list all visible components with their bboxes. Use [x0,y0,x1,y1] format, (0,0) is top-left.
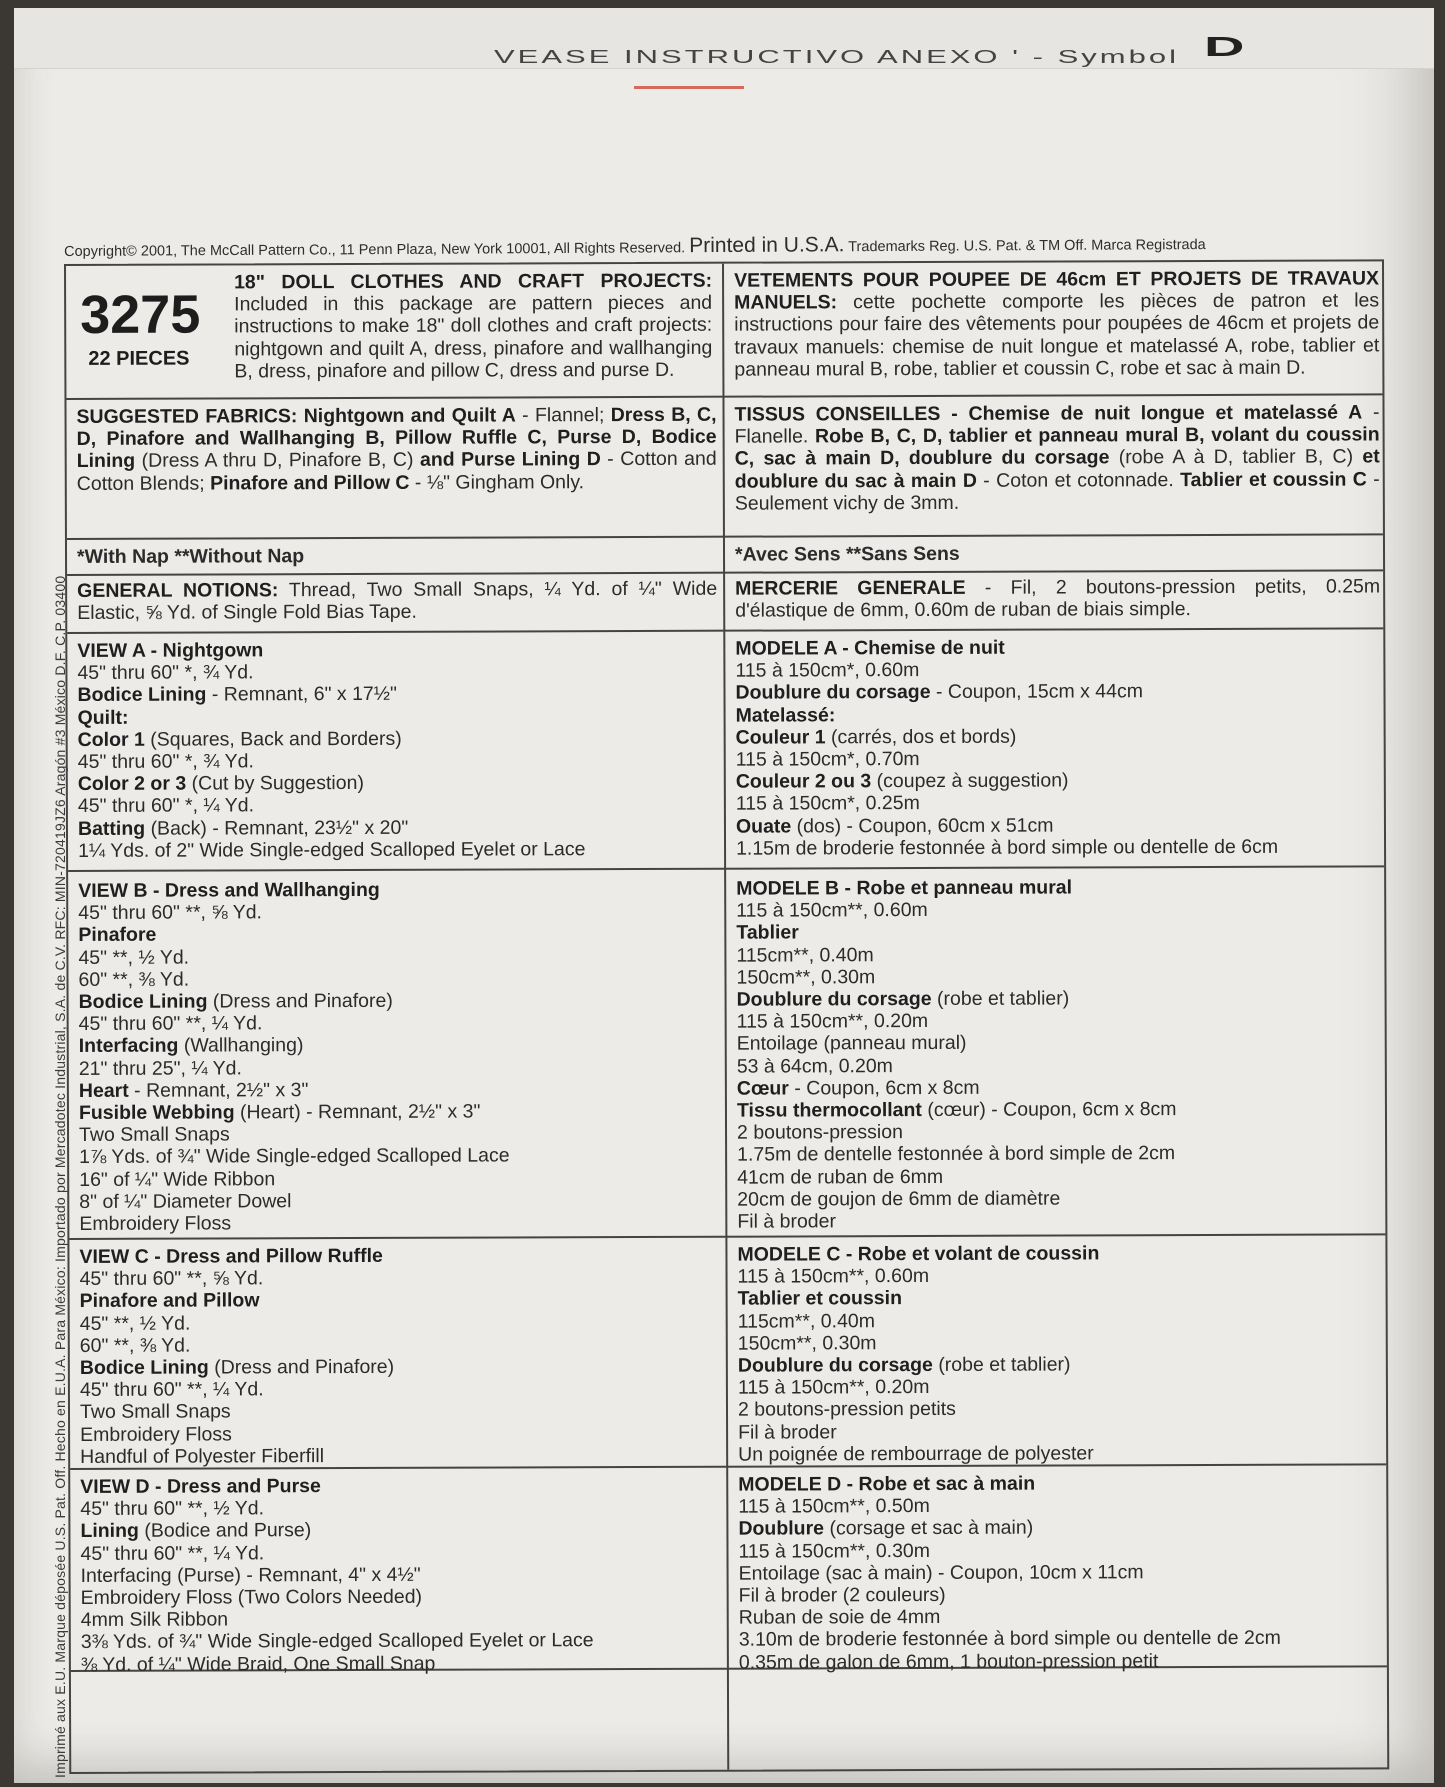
requirement-bold: Pinafore [78,924,157,947]
requirement-line [738,1441,1383,1465]
requirement-line [739,1560,1384,1584]
requirement-line [736,813,1381,837]
fabrics-fr-bold-1: TISSUS CONSEILLES - Chemise de nuit longue et matelassé A [734,401,1363,426]
pattern-title-en: 18" DOLL CLOTHES AND CRAFT PROJECTS: [234,269,713,294]
requirement-text: 1.15m de broderie festonnée à bord simple ou dentelle de 6cm [736,835,1279,860]
requirement-line [736,769,1381,793]
requirement-line [738,1330,1383,1354]
requirement-text: 45" thru 60" **, ¼ Yd. [79,1378,264,1402]
view-b-en [78,878,719,1235]
requirement-line [737,1208,1382,1232]
requirement-line [738,1375,1383,1399]
requirement-line [78,944,718,968]
fabrics-en-bold-1: Nightgown and Quilt A [303,404,516,428]
requirement-line [737,1075,1382,1099]
requirement-text: 16" of ¼" Wide Ribbon [79,1167,276,1191]
requirement-bold: Doublure du corsage [737,1353,933,1377]
requirement-line [735,658,1380,682]
requirement-text: (Dress and Pinafore) [207,989,393,1013]
general-notions-fr [735,575,1380,622]
requirement-line [77,638,717,662]
pattern-desc-en: Included in this package are pattern pieces and instructions to make 18" doll clothes and craft projects: nightgown and quilt A, dress, pinafore and wallhanging B, dress, pinafore and pillow C, dress and purse D. [234,291,713,383]
fabrics-en-bold-4: Pinafore and Pillow C [210,471,410,495]
requirement-line [737,986,1382,1010]
requirement-bold: Pinafore and Pillow [79,1289,260,1313]
fabrics-en-text-2: (Dress A thru D, Pinafore B, C) [135,449,420,473]
view-a-en [77,638,718,862]
pattern-title-fr: VETEMENTS POUR POUPEE DE 46cm ET PROJETS DE TRAVAUX MANUELS: [734,267,1380,314]
requirement-line [80,1518,720,1542]
notions-text-en: Thread, Two Small Snaps, ¼ Yd. of ¼" Wide Elastic, ⅝ Yd. of Single Fold Bias Tape. [77,577,718,625]
requirement-line [77,660,717,684]
requirement-line [80,1355,720,1379]
requirement-bold: Doublure du corsage [735,681,931,705]
requirement-line [80,1288,720,1312]
requirement-bold: VIEW A - Nightgown [77,639,264,662]
requirement-text: 115 à 150cm**, 0.60m [736,899,928,922]
requirement-bold: Lining [80,1520,139,1543]
requirement-line [79,1033,719,1057]
requirement-bold: Couleur 2 ou 3 [735,770,872,793]
view-d-en [80,1474,721,1676]
requirement-line [736,746,1381,770]
copyright-text: Copyright© 2001, The McCall Pattern Co., 11 Penn Plaza, New York 10001, All Rights Reserved. [64,240,686,260]
fabrics-fr-bold-3: et doublure du sac à main D [734,445,1380,493]
fabrics-en-text-1: - Flannel; [515,404,611,427]
requirement-text: (dos) - Coupon, 60cm x 51cm [791,814,1054,838]
pattern-description-en [234,270,712,383]
requirement-text: 2 boutons-pression petits [737,1398,956,1422]
requirement-line [737,1009,1382,1033]
requirement-line [79,1055,719,1079]
notions-label-en: GENERAL NOTIONS: [77,579,279,602]
requirement-text: 45" thru 60" *, ¼ Yd. [77,794,255,818]
requirement-bold: Cœur [736,1077,789,1100]
requirement-bold: MODELE A - Chemise de nuit [735,636,1005,660]
requirement-line [738,1516,1383,1540]
nap-legend-en: *With Nap **Without Nap [76,545,305,568]
requirement-text: 8" of ¼" Diameter Dowel [79,1190,292,1213]
requirement-text: - Coupon, 6cm x 8cm [788,1076,980,1100]
requirement-text: (Dress and Pinafore) [208,1355,395,1379]
requirement-text: 115 à 150cm**, 0.60m [737,1265,930,1288]
requirement-line [80,1540,720,1564]
requirement-text: (carrés, dos et bords) [825,725,1017,749]
view-c-en [79,1244,720,1468]
requirement-bold: Tissu thermocollant [736,1099,922,1122]
requirement-line [736,791,1381,815]
requirement-line [739,1649,1384,1673]
requirement-text: 45" thru 60" **, ¼ Yd. [78,1012,263,1036]
requirement-line [78,967,718,991]
requirement-line [739,1627,1384,1651]
requirement-line [81,1651,721,1675]
requirement-line [79,1189,719,1213]
fabrics-en-bold-2: Dress B, C, D, Pinafore and Wallhanging B, Pillow Ruffle C, Purse D, Bodice Lining [76,403,717,473]
requirement-text: 4mm Silk Ribbon [80,1608,229,1632]
requirement-line [80,1421,720,1445]
requirement-text: Embroidery Floss [80,1423,232,1446]
requirement-text: 115 à 150cm**, 0.30m [738,1539,931,1563]
fabrics-en-text-4: - ⅛" Gingham Only. [409,470,585,494]
requirement-line [736,702,1381,726]
requirement-line [79,1100,719,1124]
requirement-text: (corsage et sac à main) [823,1517,1034,1540]
requirement-text: 45" **, ½ Yd. [78,946,190,969]
printed-in-text: Printed in U.S.A. [689,233,845,258]
requirement-line [79,1078,719,1102]
requirement-text: 115 à 150cm**, 0.20m [736,1010,929,1033]
requirement-text: Entoilage (panneau mural) [736,1032,967,1056]
requirement-line [80,1266,720,1290]
notions-text-fr: - Fil, 2 boutons-pression petits, 0.25m d'élastique de 6mm, 0.60m de ruban de biais simple. [735,575,1381,622]
requirement-bold: Tablier et coussin [737,1287,903,1311]
requirement-text: 3⅜ Yds. of ¾" Wide Single-edged Scalloped Eyelet or Lace [80,1629,594,1654]
requirement-text: - Coupon, 15cm x 44cm [930,680,1144,704]
suggested-fabrics-fr [734,401,1379,514]
requirement-text: 41cm de ruban de 6mm [737,1165,944,1189]
requirement-text: 150cm**, 0.30m [736,965,876,989]
requirement-line [78,878,718,902]
view-b-fr [736,875,1382,1232]
requirement-bold: Bodice Lining [78,990,208,1013]
requirement-text: Two Small Snaps [79,1123,230,1147]
fabrics-en-text-3: - Cotton and Cotton Blends; [76,448,717,495]
requirement-bold: VIEW D - Dress and Purse [80,1475,321,1498]
requirement-bold: VIEW C - Dress and Pillow Ruffle [79,1244,383,1268]
requirement-text: 115 à 150cm**, 0.50m [738,1495,930,1518]
requirement-bold: MODELE B - Robe et panneau mural [736,876,1073,900]
requirement-text: 150cm**, 0.30m [737,1331,877,1355]
requirement-text: (cœur) - Coupon, 6cm x 8cm [921,1098,1177,1122]
requirement-line [81,1607,721,1631]
requirement-text: 3.10m de broderie festonnée à bord simple ou dentelle de 2cm [738,1627,1281,1652]
view-a-fr [735,635,1381,859]
requirement-text: Handful of Polyester Fiberfill [80,1444,325,1468]
requirement-text: (coupez à suggestion) [871,769,1069,793]
pattern-number: 3275 [80,284,201,345]
requirement-text: - Remnant, 6" x 17½" [206,683,397,706]
requirement-line [738,1397,1383,1421]
requirement-text: 20cm de goujon de 6mm de diamètre [737,1187,1061,1211]
requirement-line [739,1605,1384,1629]
requirement-line [736,898,1381,922]
requirement-text: 60" **, ⅜ Yd. [78,968,190,991]
requirement-text: - Remnant, 2½" x 3" [128,1078,309,1102]
fabrics-fr-text-3: - Coton et cotonnade. [976,468,1181,492]
requirement-text: 45" **, ½ Yd. [79,1312,191,1335]
requirement-text: ⅜ Yd. of ¼" Wide Braid, One Small Snap [80,1652,436,1676]
requirement-text: 45" thru 60" *, ¾ Yd. [77,750,254,773]
fabrics-en-bold-3: and Purse Lining D [419,448,601,472]
requirement-text: 115cm**, 0.40m [737,1309,876,1333]
requirement-bold: VIEW B - Dress and Wallhanging [78,878,380,902]
requirement-line [79,1122,719,1146]
fabrics-label-en: SUGGESTED FABRICS: [76,405,298,428]
requirement-line [81,1563,721,1587]
requirement-line [78,900,718,924]
requirement-text: 115cm**, 0.40m [736,943,874,967]
requirement-line [79,989,719,1013]
requirement-text: 0.35m de galon de 6mm, 1 bouton-pression petit [738,1649,1159,1674]
requirement-text: Fil à broder (2 couleurs) [738,1583,946,1607]
fabrics-fr-text-2: (robe A à D, tablier B, C) [1109,445,1363,469]
requirement-line [79,1144,719,1168]
top-cut-off-heading: VEASE INSTRUCTIVO ANEXO ' - Symbol [494,46,1179,67]
requirement-line [78,922,718,946]
requirement-line [737,1241,1382,1265]
requirement-text: 45" thru 60" **, ¼ Yd. [80,1541,265,1565]
requirement-line [738,1538,1383,1562]
requirement-line [737,1164,1382,1188]
requirement-line [735,635,1380,659]
requirement-text: 115 à 150cm*, 0.25m [735,792,920,816]
requirement-text: 45" thru 60" *, ¾ Yd. [77,661,254,685]
requirement-text: 60" **, ⅜ Yd. [79,1334,191,1357]
requirement-text: 115 à 150cm*, 0.70m [735,748,920,771]
requirement-line [738,1419,1383,1443]
suggested-fabrics-en [76,404,716,495]
requirement-bold: MODELE C - Robe et volant de coussin [737,1242,1100,1266]
requirement-line [77,682,717,706]
requirement-text: Two Small Snaps [79,1400,231,1424]
requirement-bold: Ouate [735,815,792,838]
requirement-bold: Fusible Webbing [78,1101,235,1124]
requirement-bold: Bodice Lining [77,683,207,707]
column-divider [722,264,729,1770]
requirement-line [78,749,718,773]
requirement-text: 45" thru 60" **, ⅝ Yd. [79,1267,264,1291]
requirement-line [737,1053,1382,1077]
requirement-line [737,1120,1382,1144]
requirement-text: (Wallhanging) [178,1034,304,1058]
requirement-line [736,942,1381,966]
requirements-table [64,259,1389,1774]
requirement-line [736,964,1381,988]
requirement-text: Embroidery Floss [79,1212,232,1235]
requirement-bold: Color 1 [77,728,145,751]
copyright-line [64,230,1384,262]
fabrics-fr-bold-2: Robe B, C, D, tablier et panneau mural B, volant du coussin C, sac à main D, doublure du corsage [734,423,1380,471]
top-cut-off-letter: D [1204,30,1245,62]
pattern-instruction-sheet [14,8,1434,1783]
nap-legend-fr: *Avec Sens **Sans Sens [734,542,960,566]
requirement-line [80,1399,720,1423]
requirement-text: 115 à 150cm*, 0.60m [735,659,920,682]
requirement-text: Fil à broder [737,1210,837,1233]
requirement-line [80,1333,720,1357]
requirement-bold: Bodice Lining [79,1356,209,1379]
requirement-text: Un poignée de rembourrage de polyester [738,1442,1094,1466]
requirement-text: Entoilage (sac à main) - Coupon, 10cm x 11cm [738,1561,1144,1585]
view-c-fr [737,1241,1383,1465]
requirement-line [736,724,1381,748]
trademarks-text: Trademarks Reg. U.S. Pat. & TM Off. Marca Registrada [848,237,1206,256]
requirement-line [79,1166,719,1190]
requirement-line [738,1286,1383,1310]
red-mark-line [634,86,744,89]
requirement-text: Embroidery Floss (Two Colors Needed) [80,1585,423,1609]
pattern-title-cell-fr [734,267,1379,380]
requirement-text: (robe et tablier) [932,1353,1071,1376]
requirement-bold: Heart [78,1079,129,1102]
requirement-line [78,838,718,862]
requirement-text: 45" thru 60" **, ½ Yd. [80,1497,265,1521]
requirement-line [78,727,718,751]
requirement-line [739,1582,1384,1606]
requirement-line [736,835,1381,859]
requirement-line [79,1211,719,1235]
requirement-line [738,1308,1383,1332]
requirement-text: Ruban de soie de 4mm [738,1606,941,1629]
requirement-line [79,1244,719,1268]
pattern-pieces: 22 PIECES [88,347,190,370]
requirement-text: (Back) - Remnant, 23½" x 20" [145,816,409,840]
requirement-line [78,771,718,795]
requirement-line [78,793,718,817]
fabrics-fr-text-4: - Seulement vichy de 3mm. [734,468,1380,515]
fabrics-fr-text-1: - Flanelle. [734,401,1380,448]
requirement-text: 1.75m de dentelle festonnée à bord simple de 2cm [737,1142,1176,1167]
requirement-text: 2 boutons-pression [736,1121,903,1144]
requirement-bold: MODELE D - Robe et sac à main [738,1472,1036,1496]
pattern-title-cell-en [66,264,722,398]
requirement-bold: Tablier [736,921,799,945]
requirement-line [738,1494,1383,1518]
requirement-line [738,1471,1383,1495]
requirement-line [80,1444,720,1468]
requirement-line [736,920,1381,944]
notions-label-fr: MERCERIE GENERALE [735,576,966,600]
requirement-line [735,680,1380,704]
requirement-line [80,1474,720,1498]
requirement-line [79,1011,719,1035]
requirement-line [78,815,718,839]
fabrics-fr-bold-4: Tablier et coussin C [1180,468,1367,491]
pattern-desc-fr: cette pochette comporte les pièces de patron et les instructions pour faire des vêtements pour poupées de 46cm et projets de travaux manuels: chemise de nuit longue et matelassé A, robe, tablier et panneau mural B, robe, tablier et coussin C, robe et sac à main D. [734,289,1380,381]
requirement-line [737,1097,1382,1121]
requirement-line [737,1142,1382,1166]
requirement-bold: Color 2 or 3 [77,772,187,796]
requirement-text: 115 à 150cm**, 0.20m [737,1376,930,1399]
requirement-line [737,1031,1382,1055]
requirement-line [737,1186,1382,1210]
requirement-line [78,704,718,728]
requirement-line [81,1629,721,1653]
requirement-bold: Batting [77,817,146,840]
requirement-text: 1¼ Yds. of 2" Wide Single-edged Scalloped Eyelet or Lace [78,838,586,862]
general-notions-en [77,578,717,625]
requirement-bold: Interfacing [78,1035,179,1058]
requirement-bold: Matelassé: [735,703,836,727]
vertical-import-notice: Imprimé aux E.U. Marque déposée U.S. Pat. Off. Hecho en E.U.A. Para México: Importado por Mercadotec Industrial, S.A. de C.V. RFC: MIN-720419JZ6 Aragón #3 México D.F. C.P. 03400 [52,575,68,1778]
view-d-fr [738,1471,1384,1673]
requirement-text: Fil à broder [738,1420,837,1444]
requirement-text: (Squares, Back and Borders) [144,727,402,751]
requirement-line [80,1310,720,1334]
requirement-line [80,1496,720,1520]
requirement-text: (Bodice and Purse) [138,1519,312,1543]
requirement-text: 45" thru 60" **, ⅝ Yd. [78,901,263,925]
requirement-text: 53 à 64cm, 0.20m [736,1054,893,1078]
requirement-bold: Couleur 1 [735,726,826,749]
requirement-text: (Cut by Suggestion) [186,772,364,795]
requirement-line [81,1585,721,1609]
requirement-line [80,1377,720,1401]
requirement-text: (Heart) - Remnant, 2½" x 3" [234,1100,481,1124]
requirement-bold: Doublure du corsage [736,987,932,1011]
requirement-text: Interfacing (Purse) - Remnant, 4" x 4½" [80,1563,421,1587]
requirement-line [736,875,1381,899]
requirement-line [738,1352,1383,1376]
requirement-text: 21" thru 25", ¼ Yd. [78,1057,242,1080]
requirement-bold: Doublure [738,1517,825,1541]
requirement-text: (robe et tablier) [931,987,1070,1010]
requirement-text: 1⅞ Yds. of ¾" Wide Single-edged Scalloped Lace [79,1144,510,1169]
requirement-line [738,1264,1383,1288]
requirement-bold: Quilt: [77,706,129,729]
